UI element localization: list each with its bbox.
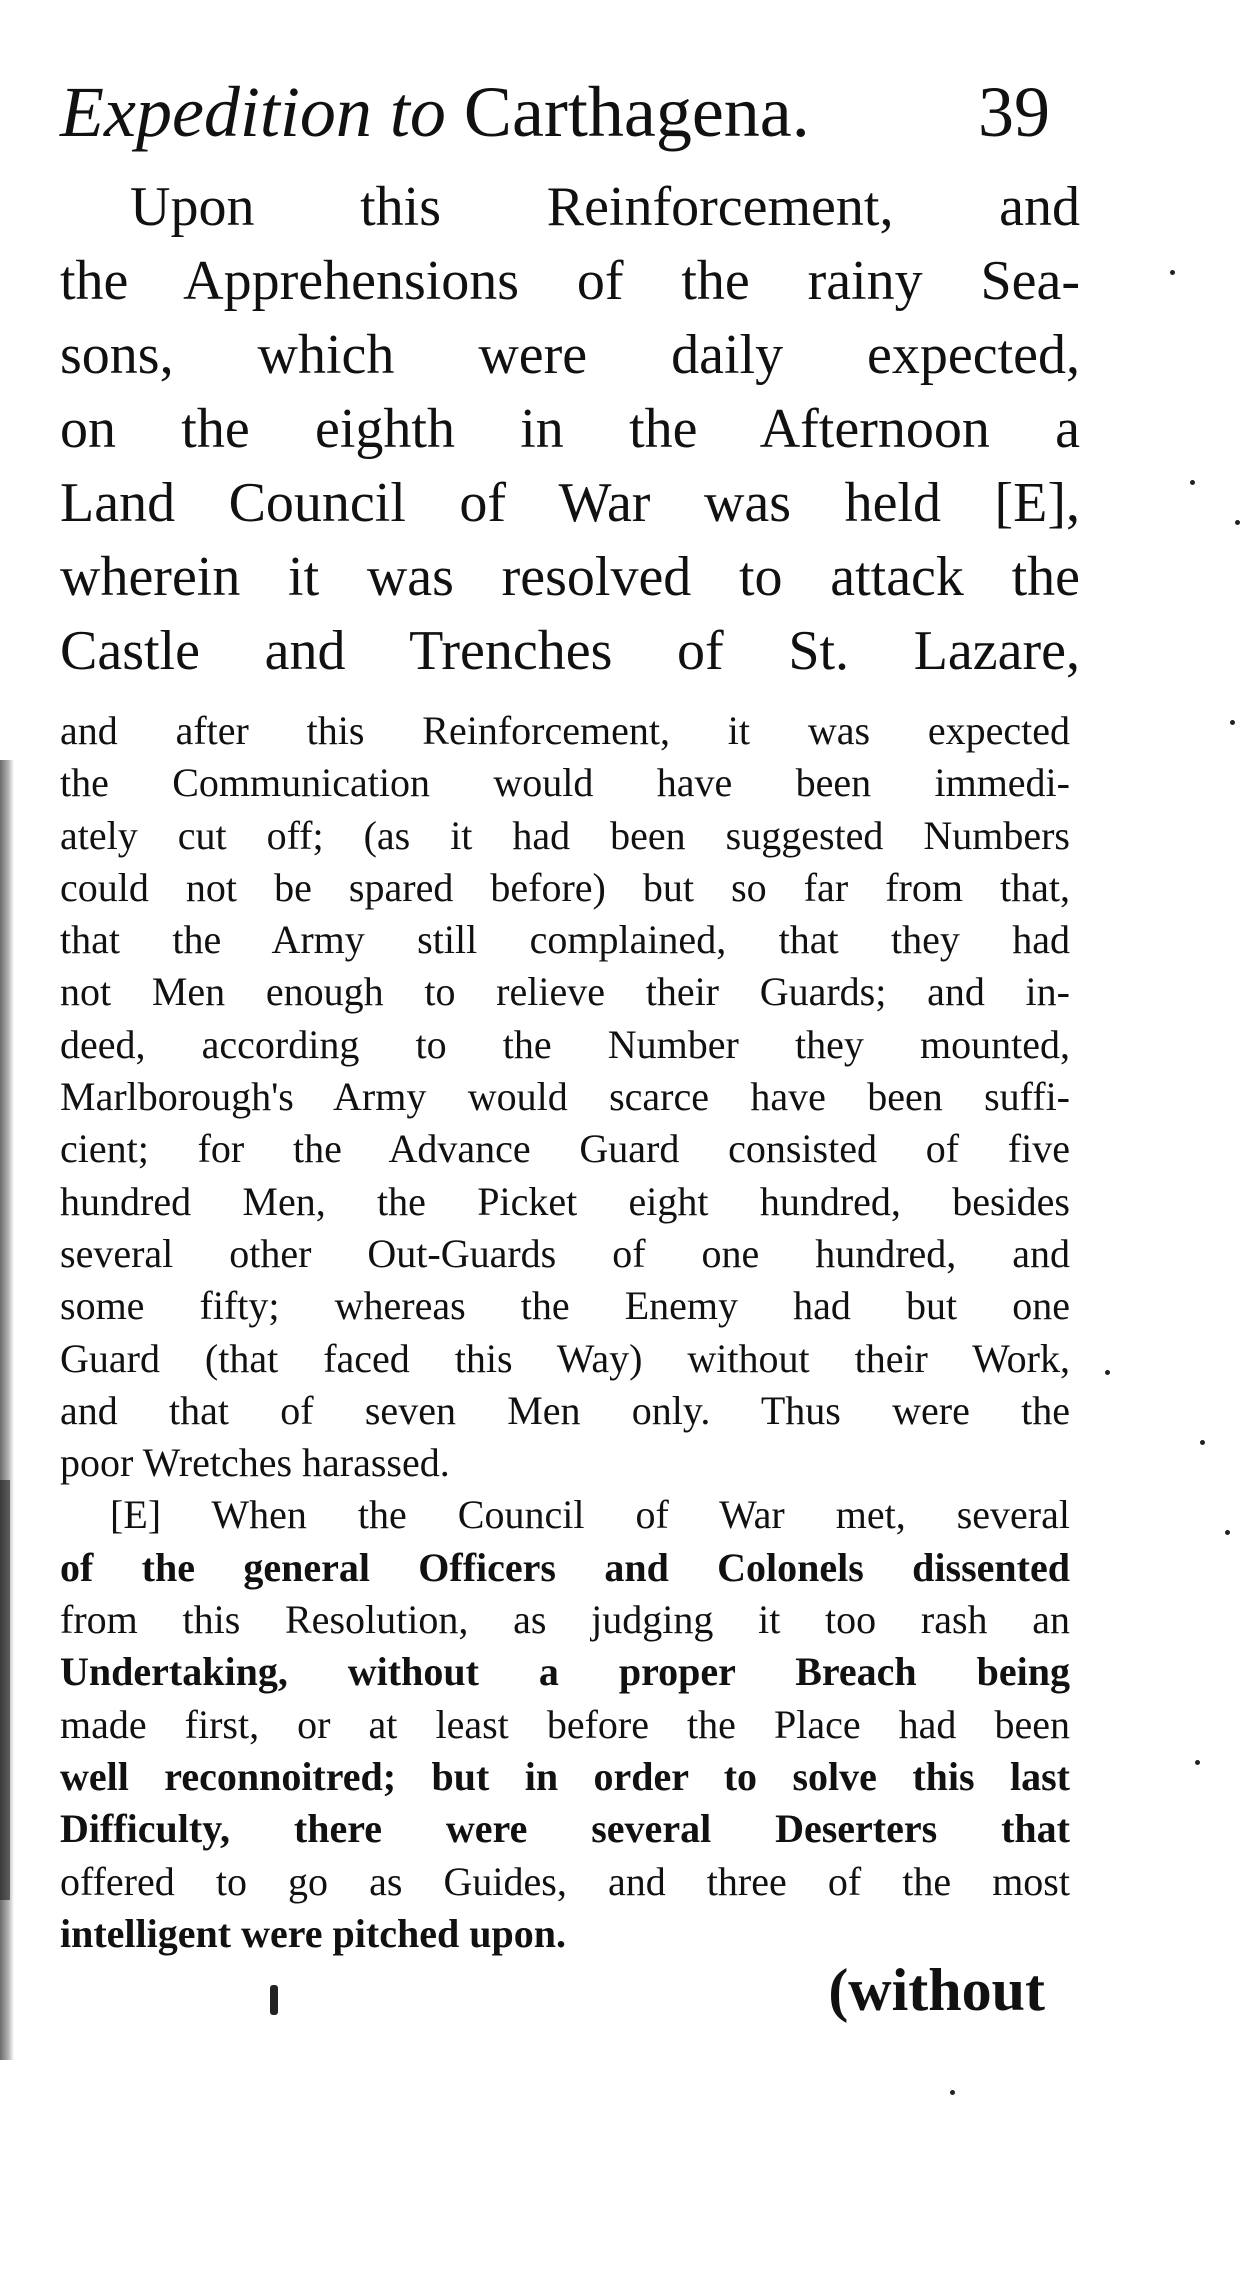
note-line: several other Out-Guards of one hundred, and [60, 1230, 1070, 1276]
main-line: Land Council of War was held [E], [60, 472, 1080, 534]
main-line: sons, which were daily expected, [60, 324, 1080, 386]
note-line: not Men enough to relieve their Guards; and in- [60, 969, 1070, 1015]
main-line: Castle and Trenches of St. Lazare, [60, 620, 1080, 682]
main-paragraph [60, 170, 1080, 688]
note-line: well reconnoitred; but in order to solve this last [60, 1753, 1070, 1799]
header-title-italic: Expedition to [60, 72, 446, 152]
main-line: wherein it was resolved to attack the [60, 546, 1080, 608]
scan-speck [1190, 480, 1195, 485]
scan-speck [1230, 720, 1235, 725]
note-line: hundred Men, the Picket eight hundred, besides [60, 1178, 1070, 1224]
catchword: (without [828, 1957, 1045, 2023]
header-title-roman: Carthagena. [463, 72, 810, 152]
footnote-text [60, 705, 1070, 1960]
note-line: Undertaking, without a proper Breach being [60, 1649, 1070, 1695]
note-line: Difficulty, there were several Deserters that [60, 1806, 1070, 1852]
scan-speck [1195, 1760, 1200, 1765]
note-line: deed, according to the Number they mounted, [60, 1021, 1070, 1067]
page-number: 39 [978, 72, 1050, 152]
scan-speck [1105, 1370, 1110, 1375]
note-line: the Communication would have been immedi- [60, 760, 1070, 806]
scan-speck [1235, 520, 1240, 525]
note-line: could not be spared before) but so far from that, [60, 864, 1070, 910]
scan-speck [1225, 1530, 1230, 1535]
note-line: offered to go as Guides, and three of the most [60, 1858, 1070, 1904]
note-line: and that of seven Men only. Thus were the [60, 1387, 1070, 1433]
main-line: on the eighth in the Afternoon a [60, 398, 1080, 460]
note-line: some fifty; whereas the Enemy had but one [60, 1283, 1070, 1329]
scan-speck [270, 1985, 278, 2015]
note-line: made first, or at least before the Place had been [60, 1701, 1070, 1747]
binding-shadow-dark [0, 1480, 10, 1900]
note-line: [E] When the Council of War met, several [110, 1492, 1070, 1538]
scan-speck [1200, 1440, 1205, 1445]
note-line: and after this Reinforcement, it was expected [60, 708, 1070, 753]
main-line: the Apprehensions of the rainy Sea- [60, 250, 1080, 312]
running-header [60, 62, 1070, 162]
note-line: from this Resolution, as judging it too rash an [60, 1597, 1070, 1643]
note-line: intelligent were pitched upon. [60, 1910, 566, 1956]
note-line: Marlborough's Army would scarce have been suffi- [60, 1074, 1070, 1120]
note-line: ately cut off; (as it had been suggested Numbers [60, 812, 1070, 858]
note-line: Guard (that faced this Way) without their Work, [60, 1335, 1070, 1381]
note-line: of the general Officers and Colonels dissented [60, 1544, 1070, 1590]
note-line: cient; for the Advance Guard consisted of five [60, 1126, 1070, 1172]
scan-speck [950, 2090, 955, 2095]
main-line: Upon this Reinforcement, and [130, 176, 1080, 238]
note-line: poor Wretches harassed. [60, 1440, 450, 1486]
note-line: that the Army still complained, that they had [60, 917, 1070, 963]
scan-speck [1170, 270, 1175, 275]
